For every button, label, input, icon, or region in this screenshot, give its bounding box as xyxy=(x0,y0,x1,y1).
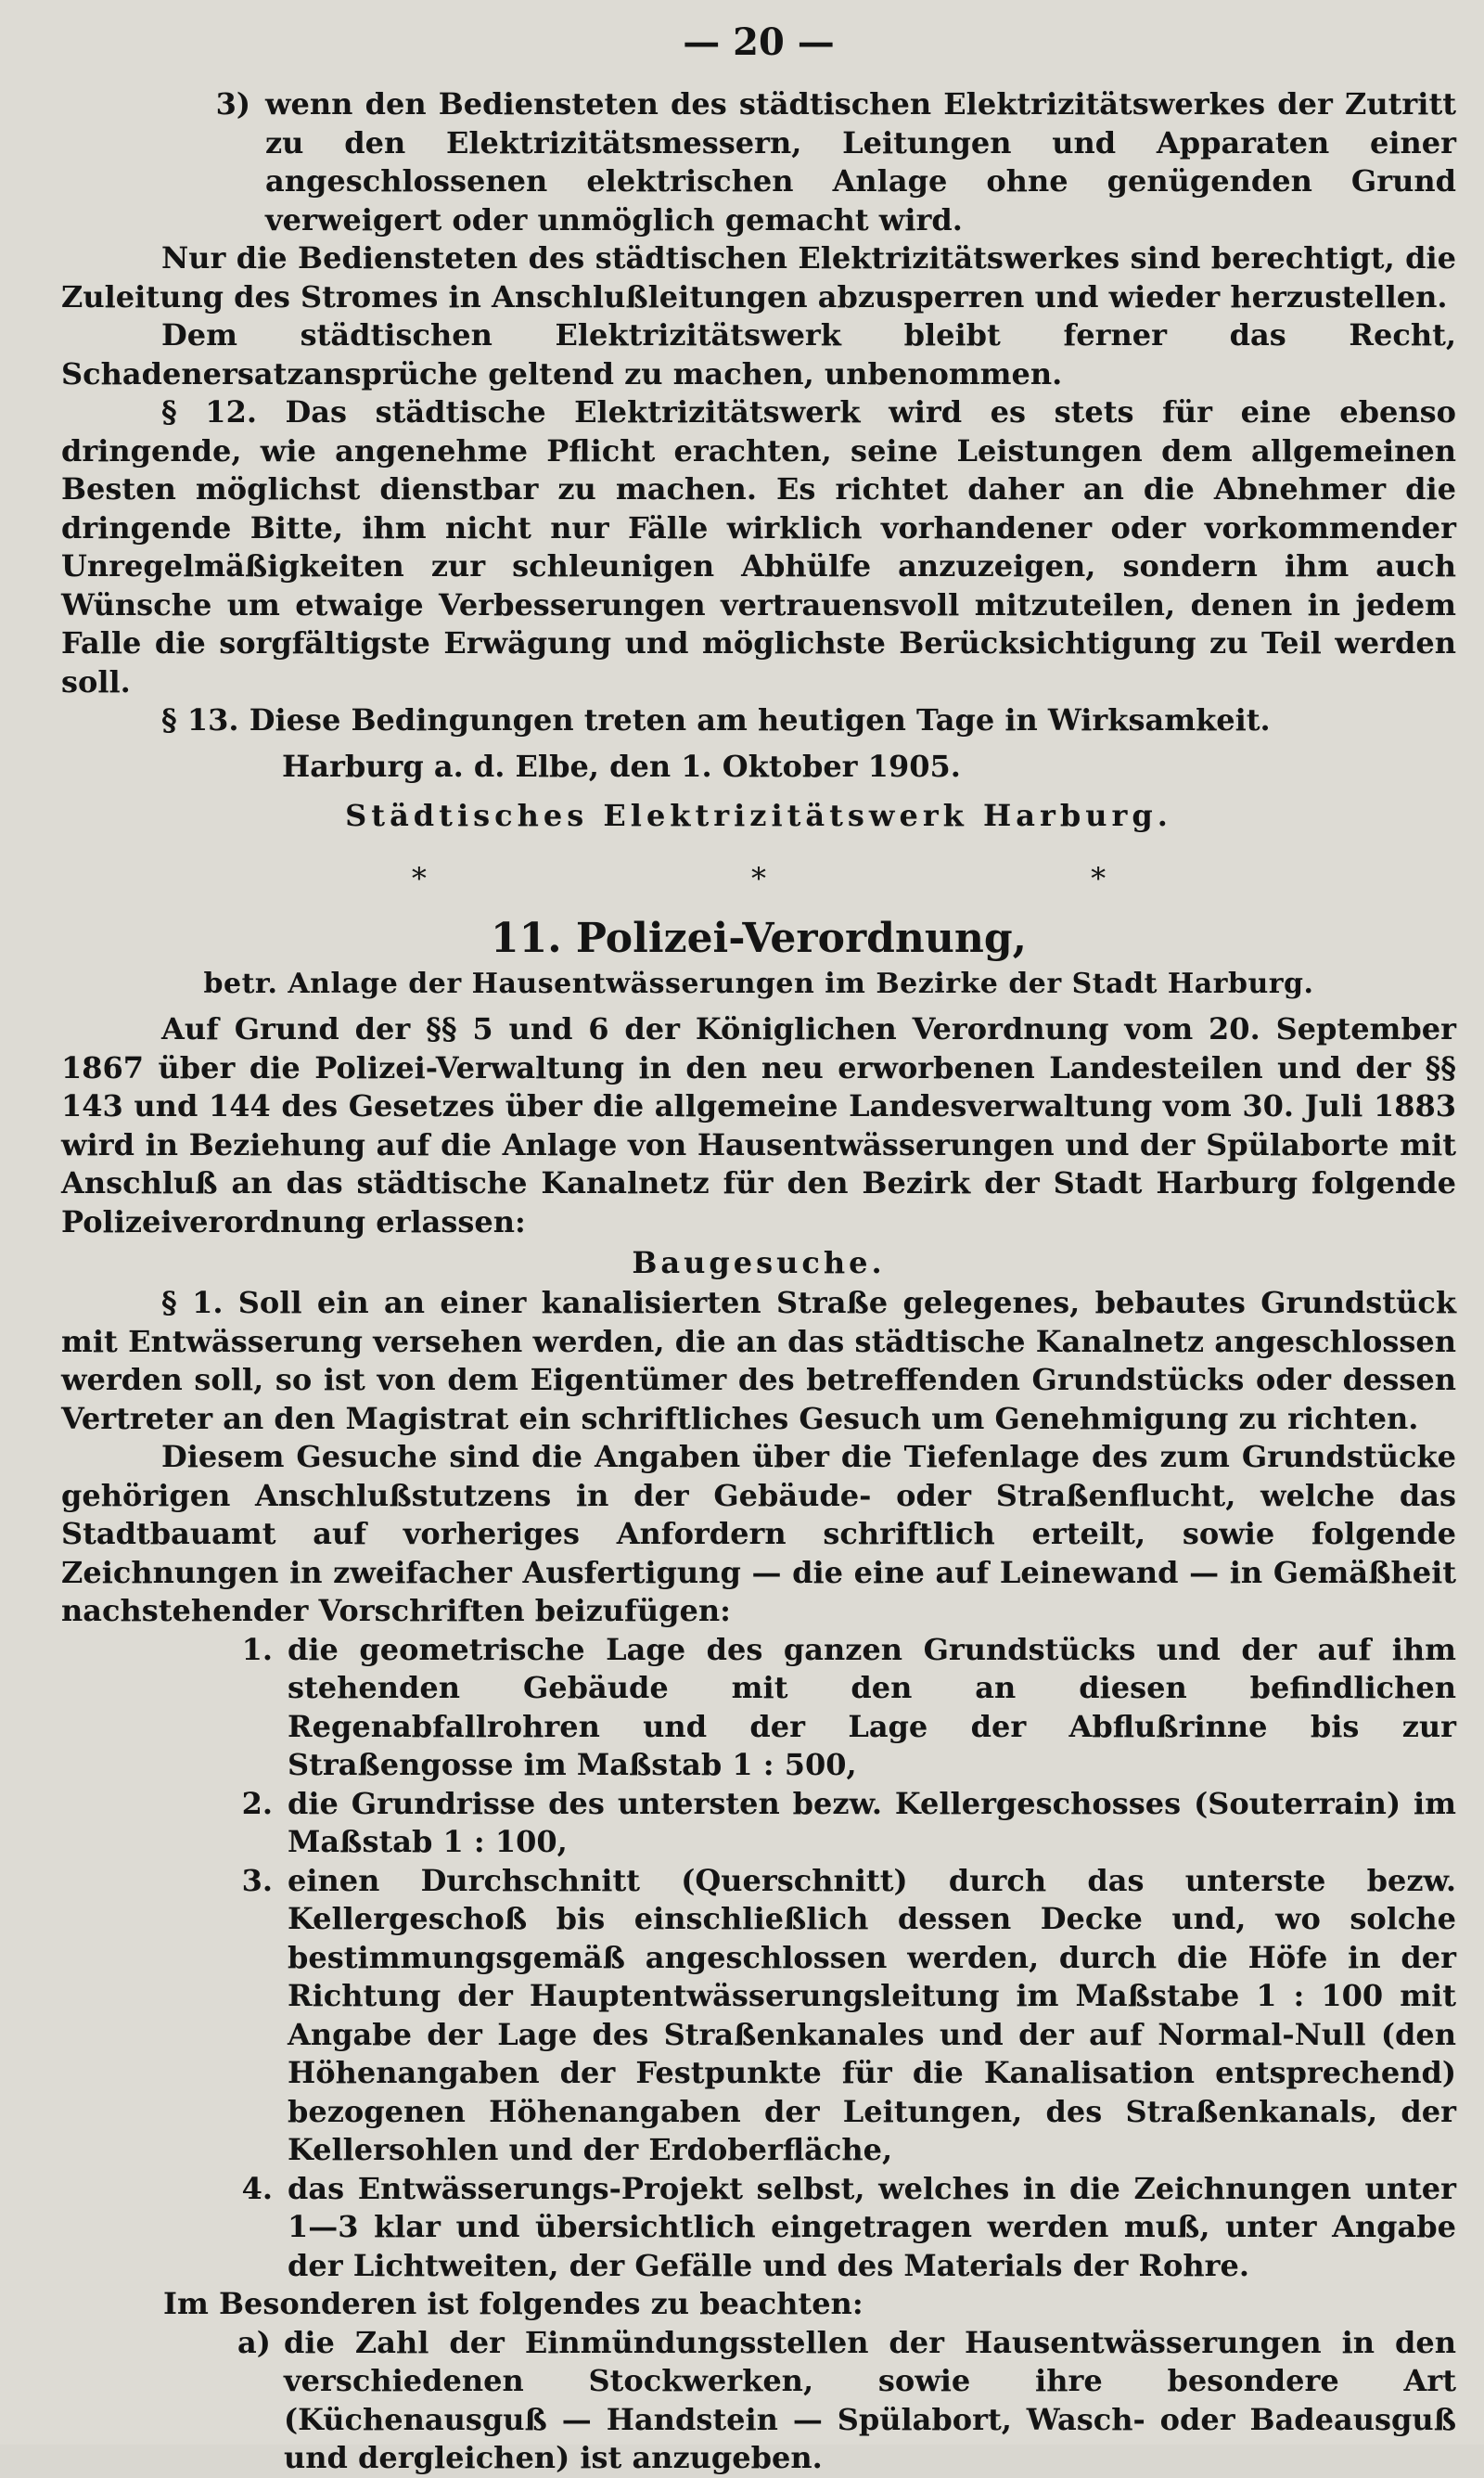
list-item xyxy=(226,1862,1456,2170)
list-item-text: die Grundrisse des untersten bezw. Kellergeschosses (Souterrain) im Maßstab 1 : 100, xyxy=(288,1785,1456,1859)
section-title: Baugesuche. xyxy=(632,1245,886,1280)
paragraph-12: § 12. Das städtische Elektrizitätswerk wird es stets für eine ebenso dringende, wie angenehme Pflicht erachten, seine Leistungen dem allgemeinen Besten möglichst dienstbar zu machen. Es richtet daher an die Abnehmer die dringende Bitte, ihm nicht nur Fälle wirklich vorhandener oder vorkommender Unregelmäßigkeiten zur schleunigen Abhülfe anzuzeigen, sondern ihm auch Wünsche um etwaige Verbesserungen vertrauensvoll mitzuteilen, denen in jedem Falle die sorgfältigste Erwägung und möglichste Berücksichtigung zu Teil werden soll. xyxy=(61,394,1456,700)
list-item-a xyxy=(237,2324,1456,2478)
paragraph-13: § 13. Diese Bedingungen treten am heutigen Tage in Wirksamkeit. xyxy=(161,702,1271,738)
section-divider-stars: * * * xyxy=(411,861,1264,896)
list-item xyxy=(226,1631,1456,1785)
paragraph-im-besonderen: Im Besonderen ist folgendes zu beachten: xyxy=(163,2286,864,2321)
paragraph-dem: Dem städtischen Elektrizitätswerk bleibt ferner das Recht, Schadenersatzansprüche geltend zu machen, unbenommen. xyxy=(61,317,1456,392)
list-item-text: wenn den Bediensteten des städtischen Elektrizitätswerkes der Zutritt zu den Elektrizitätsmessern, Leitungen und Apparaten einer angeschlossenen elektrischen Anlage ohne genügenden Grund verweigert oder unmöglich gemacht wird. xyxy=(265,86,1456,238)
list-item-text: die Zahl der Einmündungsstellen der Hausentwässerungen in den verschiedenen Stockwerken, sowie ihre besondere Art (Küchenausguß — Handstein — Spülabort, Wasch- oder Badeausguß und dergleichen) ist anzugeben. xyxy=(284,2324,1456,2475)
list-item-text: das Entwässerungs-Projekt selbst, welches in die Zeichnungen unter 1—3 klar und übersichtlich eingetragen werden muß, unter Angabe der Lichtweiten, der Gefälle und des Materials der Rohre. xyxy=(288,2170,1456,2283)
ordinance-subheading: betr. Anlage der Hausentwässerungen im Bezirke der Stadt Harburg. xyxy=(203,968,1314,1000)
list-item-3 xyxy=(200,85,1456,239)
list-item-number: 4. xyxy=(241,2170,273,2206)
paragraph-nur: Nur die Bediensteten des städtischen Elektrizitätswerkes sind berechtigt, die Zuleitung des Stromes in Anschlußleitungen abzusperren und wieder herzustellen. xyxy=(61,240,1456,315)
paragraph-1: § 1. Soll ein an einer kanalisierten Straße gelegenes, bebautes Grundstück mit Entwässerung versehen werden, die an das städtische Kanalnetz angeschlossen werden soll, so ist von dem Eigentümer des betreffenden Grundstücks oder dessen Vertreter an den Magistrat ein schriftliches Gesuch um Genehmigung zu richten. xyxy=(61,1285,1456,1436)
page-number: — 20 — xyxy=(683,20,835,64)
list-item-text: einen Durchschnitt (Querschnitt) durch das unterste bezw. Kellergeschoß bis einschließlich dessen Decke und, wo solche bestimmungsgemäß angeschlossen werden, durch die Höfe in der Richtung der Hauptentwässerungsleitung im Maßstabe 1 : 100 mit Angabe der Lage des Straßenkanales und der auf Normal-Null (den Höhenangaben der Festpunkte für die Kanalisation entsprechend) bezogenen Höhenangaben der Leitungen, des Straßenkanals, der Kellersohlen und der Erdoberfläche, xyxy=(288,1862,1456,2167)
list-item xyxy=(226,1785,1456,1862)
list-item-text: die geometrische Lage des ganzen Grundstücks und der auf ihm stehenden Gebäude mit den an diesen befindlichen Regenabfallrohren und der Lage der Abflußrinne bis zur Straßengosse im Maßstab 1 : 500, xyxy=(288,1631,1456,1782)
paragraph-diesem: Diesem Gesuche sind die Angaben über die Tiefenlage des zum Grundstücke gehörigen Anschlußstutzens in der Gebäude- oder Straßenflucht, welche das Stadtbauamt auf vorheriges Anfordern schriftlich erteilt, sowie folgende Zeichnungen in zweifacher Ausfertigung — die eine auf Leinewand — in Gemäßheit nachstehender Vorschriften beizufügen: xyxy=(61,1439,1456,1628)
list-item-number: 3) xyxy=(215,86,250,122)
signature-line: Städtisches Elektrizitätswerk Harburg. xyxy=(345,798,1172,833)
list-item-number: a) xyxy=(237,2324,271,2360)
list-item-number: 2. xyxy=(241,1785,273,1821)
list-item xyxy=(226,2170,1456,2286)
list-item-number: 1. xyxy=(241,1631,273,1667)
date-line: Harburg a. d. Elbe, den 1. Oktober 1905. xyxy=(282,748,961,784)
ordinance-heading: 11. Polizei-Verordnung, xyxy=(491,915,1027,962)
paragraph-intro: Auf Grund der §§ 5 und 6 der Königlichen Verordnung vom 20. September 1867 über die Polizei-Verwaltung in den neu erworbenen Landesteilen und der §§ 143 und 144 des Gesetzes über die allgemeine Landesverwaltung vom 30. Juli 1883 wird in Beziehung auf die Anlage von Hausentwässerungen und der Spülaborte mit Anschluß an das städtische Kanalnetz für den Bezirk der Stadt Harburg folgende Polizeiverordnung erlassen: xyxy=(61,1011,1456,1239)
list-item-number: 3. xyxy=(241,1862,273,1898)
